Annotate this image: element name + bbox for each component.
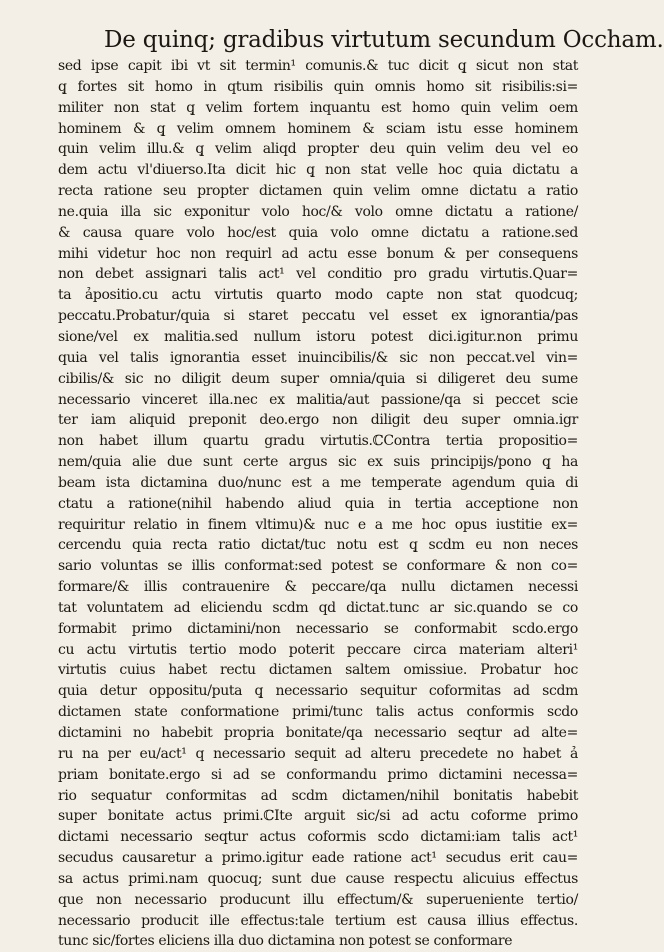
text-line: ter iam aliquid preponit deo.ergo non diligit deu super omnia.igr xyxy=(58,412,578,429)
text-line: sione/vel ex malitia.sed nullum istoru potest dici.igitur.non primu xyxy=(58,328,578,345)
text-line: hominem & q̧ velim omnem hominem & sciam istu esse hominem xyxy=(58,120,578,137)
text-line: virtutis cuius habet rectu dictamen saltem omissiue. Probatur hoc xyxy=(58,662,578,679)
body-text xyxy=(58,56,578,952)
text-line: tunc sic/fortes eliciens illa duo dictamina non potest se conformare xyxy=(58,933,513,950)
text-line: cercendu quia recta ratio dictat/tuc notu est q̧ scdm eu non neces xyxy=(58,537,578,554)
text-line: nem/quia alie due sunt certe argus sic ex suis principijs/pono q̧ ha xyxy=(58,454,578,471)
text-line: non habet illum quartu gradu virtutis.ℂContra tertia propositio= xyxy=(58,433,578,450)
text-line: necessario vinceret illa.nec ex malitia/aut passione/qa si peccet scie xyxy=(58,391,578,408)
text-line: beam ista dictamina duo/nunc est a me temperate agendum quia di xyxy=(58,474,578,491)
text-line: super bonitate actus primi.ℂIte arguit sic/si ad actu coforme primo xyxy=(58,808,578,825)
text-line: rio sequatur conformitas ad scdm dictamen/nihil bonitatis habebit xyxy=(58,787,578,804)
text-line: mihi videtur hoc non requirl ad actu esse bonum & per consequens xyxy=(58,245,578,262)
text-line: tat voluntatem ad eliciendu scdm qd dictat.tunc ar sic.quando se co xyxy=(58,599,578,616)
text-line: dictami necessario seqtur actus coformis scdo dictami:iam talis act¹ xyxy=(58,829,578,846)
text-line: ne.quia illa sic exponitur volo hoc/& volo omne dictatu a ratione/ xyxy=(58,203,578,220)
text-line: quin velim illu.& q̧ velim aliqd propter deu quin velim deu vel eo xyxy=(58,141,578,158)
text-line: ru na per eu/act¹ q necessario sequit ad alteru precedete no habet ả xyxy=(58,745,578,762)
text-line: recta ratione seu propter dictamen quin velim omne dictatu a ratio xyxy=(58,183,578,200)
text-line: q̧ fortes sit homo in qtum risibilis quin omnis homo sit risibilis:si= xyxy=(58,78,578,95)
text-line: sario voluntas se illis conformat:sed potest se conformare & non co= xyxy=(58,558,578,575)
text-line: que non necessario producunt illu effectum/& superueniente tertio/ xyxy=(58,891,578,908)
text-line: quia vel talis ignorantia esset inuincibilis/& sic non peccat.vel vin= xyxy=(58,349,578,366)
text-line: necessario producit ille effectus:tale tertium est causa illius effectus. xyxy=(58,912,578,929)
text-line: priam bonitate.ergo si ad se conformandu primo dictamini necessa= xyxy=(58,766,578,783)
text-line: formare/& illis contrauenire & peccare/qa nullu dictamen necessi xyxy=(58,579,578,596)
text-line: cu actu virtutis tertio modo poterit peccare circa materiam alteri¹ xyxy=(58,641,578,658)
text-line: sa actus primi.nam quocuq; sunt due cause respectu alicuius effectus xyxy=(58,870,578,887)
text-line: peccatu.Probatur/quia si staret peccatu vel esset ex ignorantia/pas xyxy=(58,308,578,325)
text-line: requiritur relatio in finem vltimu)& nuc e a me hoc opus iustitie ex= xyxy=(58,516,578,533)
text-line: dictamen state conformatione primi/tunc talis actus conformis scdo xyxy=(58,704,578,721)
text-line: & causa quare volo hoc/est quia volo omne dictatu a ratione.sed xyxy=(58,224,578,241)
text-line: quia detur oppositu/puta q̧ necessario sequitur coformitas ad scdm xyxy=(58,683,578,700)
text-line: dem actu vl'diuerso.Ita dicit hic q̧ non stat velle hoc quia dictatu a xyxy=(58,162,578,179)
page-heading: De quinq; gradibus virtutum secundum Occham. xyxy=(104,27,664,53)
text-line: secudus causaretur a primo.igitur eade ratione act¹ secudus erit cau= xyxy=(58,850,578,867)
text-line: sed ipse capit ibi vt sit termin¹ comunis.& tuc dicit q̧ sicut non stat xyxy=(58,58,578,74)
text-line: formabit primo dictamini/non necessario se conformabit scdo.ergo xyxy=(58,620,578,637)
text-line: non debet assignari talis act¹ vel conditio pro gradu virtutis.Quar= xyxy=(58,266,578,283)
text-line: cibilis/& sic no diligit deum super omnia/quia si diligeret deu sume xyxy=(58,370,578,387)
text-line: militer non stat q̧ velim fortem inquantu est homo quin velim oem xyxy=(58,99,578,116)
text-line: ta ảpositio.cu actu virtutis quarto modo capte non stat quodcuq; xyxy=(58,287,578,304)
text-line: dictamini no habebit propria bonitate/qa necessario seqtur ad alte= xyxy=(58,725,578,741)
text-line: ctatu a ratione(nihil habendo aliud quia in tertia acceptione non xyxy=(58,495,578,512)
